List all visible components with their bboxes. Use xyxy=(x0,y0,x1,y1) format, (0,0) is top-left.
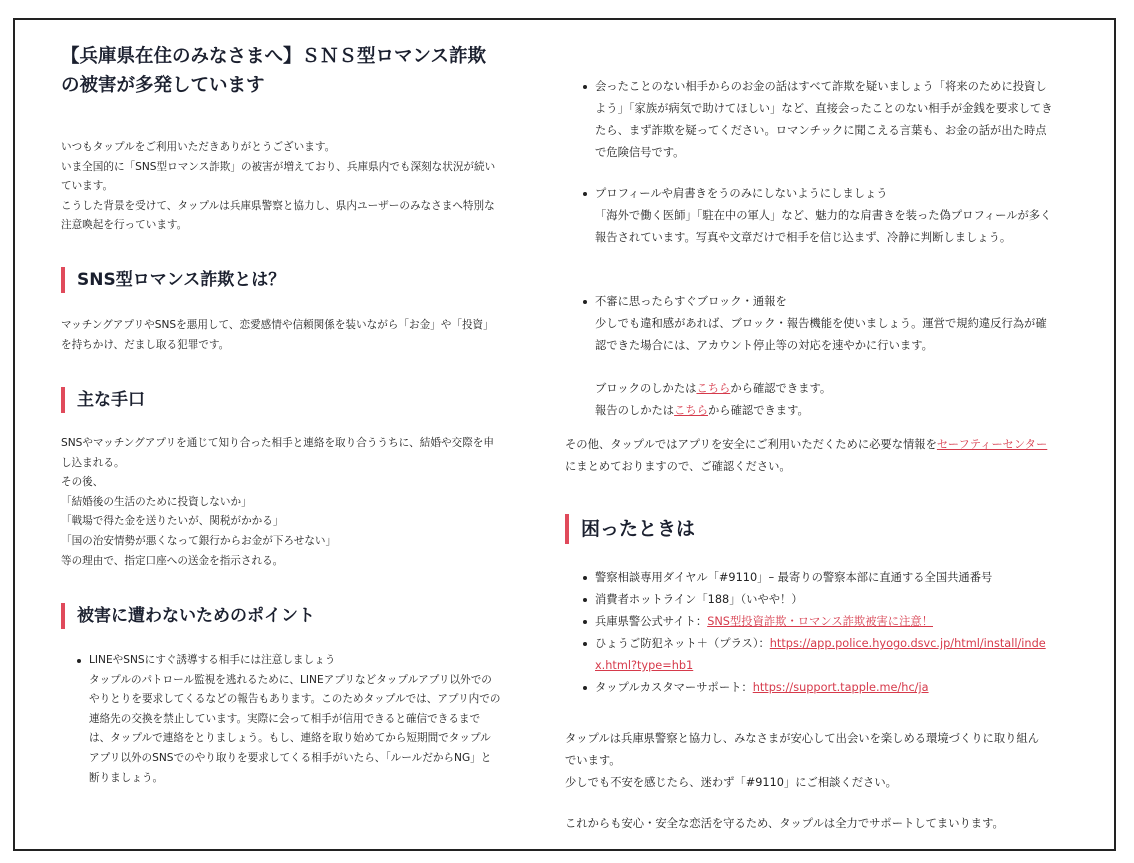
method-line-3: 「結婚後の生活のために投資しないか」 xyxy=(61,495,252,508)
safety-center-text xyxy=(565,434,1050,478)
help-list xyxy=(583,567,1055,699)
list-item xyxy=(583,291,1055,357)
block-line xyxy=(595,378,1055,400)
help-item-police-dial: 警察相談専用ダイヤル「#9110」– 最寄りの警察本部に直通する全国共通番号 xyxy=(595,571,993,584)
right-points-list-2 xyxy=(583,183,1055,249)
safety-center-link[interactable]: セーフティーセンター xyxy=(936,438,1048,451)
points-list xyxy=(77,651,501,788)
help-item-support-label: タップルカスタマーサポート： xyxy=(595,681,753,694)
police-site-link[interactable]: SNS型投資詐欺・ロマンス詐欺被害に注意！ xyxy=(707,615,933,628)
section-heading-points: 被害に遭わないためのポイント xyxy=(61,603,315,629)
intro-line-2: いま全国的に「SNS型ロマンス詐欺」の被害が増えており、兵庫県内でも深刻な状況が続いています。 xyxy=(61,160,496,193)
report-text-pre: 報告のしかたは xyxy=(595,404,675,417)
report-text-post: から確認できます。 xyxy=(708,404,809,417)
intro-line-1: いつもタップルをご利用いただきありがとうございます。 xyxy=(61,141,336,153)
list-item xyxy=(583,677,1055,699)
report-line xyxy=(595,400,1055,422)
closing-line-1: タップルは兵庫県警察と協力し、みなさまが安心して出会いを楽しめる環境づくりに取り組んでいます。 xyxy=(565,732,1040,767)
point-1-title: LINEやSNSにすぐ誘導する相手には注意しましょう xyxy=(89,654,336,666)
section-heading-what-is: SNS型ロマンス詐欺とは？ xyxy=(61,267,285,293)
list-item xyxy=(583,633,1055,677)
closing-text xyxy=(565,728,1050,794)
safety-text-pre: その他、タップルではアプリを安全にご利用いただくために必要な情報を xyxy=(565,438,937,451)
method-line-6: 等の理由で、指定口座への送金を指示される。 xyxy=(61,554,284,567)
help-item-bouhan-label: ひょうご防犯ネット＋（プラス）： xyxy=(595,637,770,650)
safety-text-post: にまとめておりますので、ご確認ください。 xyxy=(565,460,791,473)
right-points-list-1 xyxy=(583,76,1055,164)
block-report-info xyxy=(595,378,1055,422)
page-title: 【兵庫県在住のみなさまへ】ＳＮＳ型ロマンス詐欺の被害が多発しています xyxy=(61,46,486,96)
point-3-body: 「海外で働く医師」「駐在中の軍人」など、魅力的な肩書きを装った偽プロフィールが多く報告されています。写真や文章だけで相手を信じ込まず、冷静に判断しましょう。 xyxy=(595,209,1052,244)
point-2-text: 会ったことのない相手からのお金の話はすべて詐欺を疑いましょう「将来のために投資しよう」「家族が病気で助けてほしい」など、直接会ったことのない相手が金銭を要求してきたら、まず詐欺を疑ってください。ロマンチックに聞こえる言葉も、お金の話が出た時点で危険信号です。 xyxy=(595,80,1053,159)
intro-line-3: こうした背景を受けて、タップルは兵庫県警察と協力し、県内ユーザーのみなさまへ特別な注意喚起を行っています。 xyxy=(61,199,495,232)
point-3-title: プロフィールや肩書きをうのみにしないようにしましょう xyxy=(595,187,888,200)
method-line-4: 「戦場で得た金を送りたいが、関税がかかる」 xyxy=(61,515,284,528)
report-how-to-link[interactable]: こちら xyxy=(674,404,708,417)
article-frame xyxy=(13,18,1116,851)
list-item xyxy=(583,611,1055,633)
block-text-pre: ブロックのしかたは xyxy=(595,382,697,395)
block-how-to-link[interactable]: こちら xyxy=(696,382,731,395)
section-heading-methods: 主な手口 xyxy=(61,387,145,413)
list-item xyxy=(583,567,1055,589)
method-line-1: SNSやマッチングアプリを通じて知り合った相手と連絡を取り合ううちに、結婚や交際を申し込まれる。 xyxy=(61,437,494,469)
list-item xyxy=(77,651,501,788)
section-body-what-is: マッチングアプリやSNSを悪用して、恋愛感情や信頼関係を装いながら「お金」や「投資」を持ちかけ、だまし取る犯罪です。 xyxy=(61,319,494,351)
list-item xyxy=(583,76,1055,164)
list-item xyxy=(583,589,1055,611)
list-item xyxy=(583,183,1055,249)
point-4-body: 少しでも違和感があれば、ブロック・報告機能を使いましょう。運営で規約違反行為が確認できた場合には、アカウント停止等の対応を速やかに行います。 xyxy=(595,317,1047,352)
bouhan-net-link[interactable]: https://app.police.hyogo.dsvc.jp/html/install/index.html?type=hb1 xyxy=(595,637,1046,672)
help-item-consumer-hotline: 消費者ホットライン「188」（いやや！） xyxy=(595,593,803,606)
closing-line-2: 少しでも不安を感じたら、迷わず「#9110」にご相談ください。 xyxy=(565,776,897,789)
method-line-2: その後、 xyxy=(61,476,104,489)
help-item-police-site-label: 兵庫県警公式サイト： xyxy=(595,615,708,628)
point-1-body: タップルのパトロール監視を逃れるために、LINEアプリなどタップルアプリ以外でのやりとりを要求してくるなどの報告もあります。このためタップルでは、アプリ内での連絡先の交換を禁止しています。実際に会って相手が信用できると確信できるまでは、タップルで連絡をとりましょう。もし、連絡を取り始めてから短期間でタップルアプリ以外のSNSでのやり取りを要求してくる相手がいたら、「ルールだからNG」と断りましょう。 xyxy=(89,673,501,784)
right-points-list-3 xyxy=(583,291,1055,357)
intro-text xyxy=(61,138,501,236)
method-line-5: 「国の治安情勢が悪くなって銀行からお金が下ろせない」 xyxy=(61,534,337,547)
section-body-methods xyxy=(61,434,501,571)
block-text-post: から確認できます。 xyxy=(730,382,832,395)
customer-support-link[interactable]: https://support.tapple.me/hc/ja xyxy=(752,681,929,694)
section-heading-help: 困ったときは xyxy=(565,514,695,544)
closing-line-3: これからも安心・安全な恋活を守るため、タップルは全力でサポートしてまいります。 xyxy=(565,817,1004,830)
point-4-title: 不審に思ったらすぐブロック・通報を xyxy=(595,295,787,308)
